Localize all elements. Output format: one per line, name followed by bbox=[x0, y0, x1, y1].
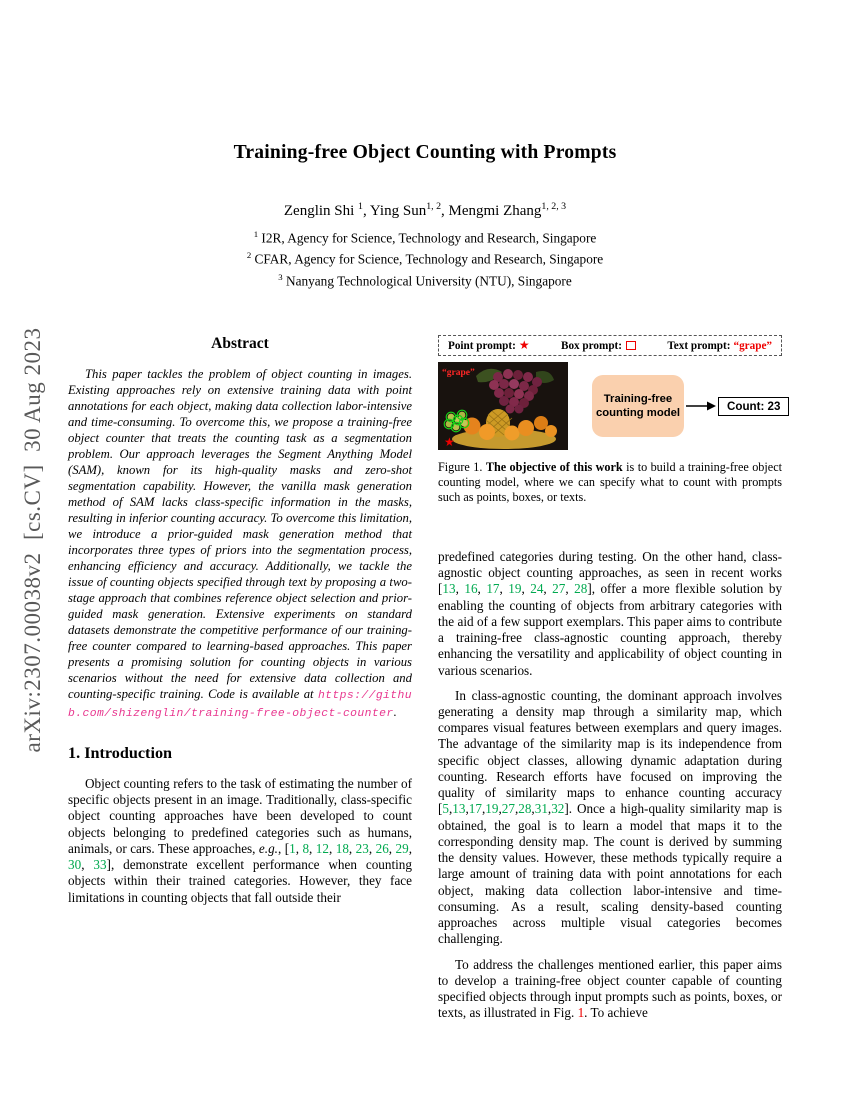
citation-link[interactable]: 31 bbox=[534, 801, 548, 817]
arxiv-watermark: arXiv:2307.00038v2 [cs.CV] 30 Aug 2023 bbox=[20, 327, 45, 753]
text-prompt-label: Text prompt: bbox=[667, 339, 731, 352]
box-prompt bbox=[561, 340, 636, 352]
point-prompt-marker-icon: ★ bbox=[444, 435, 455, 450]
citation-link[interactable]: 17 bbox=[468, 801, 482, 817]
figure-1 bbox=[438, 335, 782, 505]
box-prompt-box-icon bbox=[626, 341, 636, 350]
body-paragraph-3: To address the challenges mentioned earlier, this paper aims to develop a training-free object counter capable of counting specified objects through input prompts such as points, boxes, or texts, as illustrated in Fig. 1. To achieve bbox=[438, 956, 782, 1021]
right-column bbox=[438, 335, 782, 1030]
citation-link[interactable]: 1 bbox=[289, 840, 296, 856]
intro-paragraph-1: Object counting refers to the task of estimating the number of specific objects present in an image. Traditionally, class-specific object counting approaches have been developed to count objects belonging to predefined categories such as humans, animals, or cars. These approaches, e.g., [1, 8, 12, 18, 23, 26, 29, 30, 33], demonstrate excellent performance when counting objects within their trained categories. However, they face limitations in counting objects that fall outside their bbox=[68, 775, 413, 905]
figure-prompt-bar bbox=[438, 335, 782, 356]
affiliation-line-3: $^3$ Nanyang Technological University (NTU), Singapore bbox=[278, 271, 572, 289]
citation-link[interactable]: 8 bbox=[302, 840, 310, 856]
point-prompt-star-icon: ★ bbox=[518, 338, 530, 353]
point-prompt bbox=[448, 338, 530, 353]
code-link[interactable]: https://github.com/shizenglin/training-free-object-counter bbox=[68, 690, 412, 720]
model-box-line-2: counting model bbox=[595, 407, 681, 420]
citation-link[interactable]: 13 bbox=[452, 801, 466, 817]
citation-link[interactable]: 32 bbox=[551, 801, 565, 817]
model-box-line-1: Training-free bbox=[603, 392, 673, 405]
citation-link[interactable]: 23 bbox=[355, 840, 369, 856]
citation-link[interactable]: 28 bbox=[574, 581, 588, 597]
citation-link[interactable]: 12 bbox=[315, 840, 329, 856]
text-prompt bbox=[667, 340, 772, 352]
abstract-heading: Abstract bbox=[211, 335, 269, 353]
body-paragraph-2: In class-agnostic counting, the dominant approach involves generating a density map through a similarity map, which compares visual features between exemplars and query images. The advantage of the similarity map is its independence from specific object classes, allowing dynamic adaptation during counting. Research efforts have focused on improving the quality of similarity maps to enhance counting accuracy [5,13,17,19,27,28,31,32]. Once a high-quality similarity map is obtained, the goal is to learn a model that maps it to the corresponding density map. The count is derived by summing the density values. However, these methods typically require a large amount of training data with point annotations for each object, making data collection labor-intensive and time-consuming. As a result, scaling density-based counting approaches across multiple visual categories becomes challenging. bbox=[438, 687, 782, 947]
citation-link[interactable]: 27 bbox=[552, 581, 566, 597]
citation-link[interactable]: 16 bbox=[464, 581, 478, 597]
left-column bbox=[68, 335, 412, 1030]
affiliations bbox=[0, 229, 850, 289]
figure-ref-link[interactable]: 1 bbox=[577, 1005, 585, 1021]
body-paragraph-1: predefined categories during testing. On the other hand, class-agnostic object counting approaches, as seen in recent works [13, 16, 17, 19, 24, 27, 28], offer a more flexible solution by enabling the counting of objects from arbitrary categories with the aid of a few support exemplars. This paper aims to contribute a training-free class-agnostic counting approach, thereby enhancing the versatility and applicability of object counting in various scenarios. bbox=[438, 548, 783, 678]
figure-diagram bbox=[438, 362, 782, 450]
citation-link[interactable]: 24 bbox=[530, 581, 544, 597]
counting-model-box bbox=[592, 375, 684, 437]
authors-line: Zenglin Shi $^1$, Ying Sun$^{1, 2}$, Mengmi Zhang$^{1, 2, 3}$ bbox=[283, 201, 567, 219]
paper-header bbox=[0, 0, 850, 289]
citation-link[interactable]: 29 bbox=[395, 840, 409, 856]
text-prompt-value: “grape” bbox=[733, 339, 772, 352]
citation-link[interactable]: 28 bbox=[518, 801, 532, 817]
box-prompt-label: Box prompt: bbox=[560, 339, 623, 352]
citation-link[interactable]: 33 bbox=[93, 857, 107, 873]
citation-link[interactable]: 13 bbox=[442, 581, 456, 597]
paper-title: Training-free Object Counting with Prompts bbox=[233, 142, 617, 163]
citation-link[interactable]: 18 bbox=[335, 840, 349, 856]
figure-caption: Figure 1. The objective of this work is to build a training-free object counting model, where we can specify what to count with prompts such as points, boxes, or texts. bbox=[438, 460, 782, 505]
citation-link[interactable]: 19 bbox=[508, 581, 522, 597]
affiliation-line-2: $^2$ CFAR, Agency for Science, Technology and Research, Singapore bbox=[246, 250, 604, 267]
image-text-prompt-overlay: “grape” bbox=[442, 368, 475, 379]
affiliation-line-1: $^1$ I2R, Agency for Science, Technology and Research, Singapore bbox=[253, 229, 597, 246]
citation-link[interactable]: 17 bbox=[486, 581, 500, 597]
arrow-right-icon bbox=[686, 400, 716, 412]
abstract-body: This paper tackles the problem of object counting in images. Existing approaches rely on extensive training data with point annotations for each object, making data collection labor-intensive and time-consuming. To overcome this, we propose a training-free object counter that treats the counting task as a segmentation problem. Our approach leverages the Segment Anything Model (SAM), known for its high-quality masks and zero-shot segmentation capability. However, the vanilla mask generation method of SAM lacks class-specific information in the masks, resulting in inferior counting accuracy. To overcome this limitation, we introduce a prior-guided mask generation method that incorporates three types of priors into the segmentation process, enhancing efficiency and accuracy. Additionally, we tackle the issue of counting objects specified through text by proposing a two-stage approach that combines reference object selection and prior-guided mask generation. Extensive experiments on standard datasets demonstrate the competitive performance of our training-free counter compared to learning-based approaches. This paper presents a promising solution for counting objects in various scenarios without the need for extensive data collection and counting-specific training. Code is available at https://github.com/shizenglin/training-free-object-counter. bbox=[68, 367, 412, 720]
citation-link[interactable]: 26 bbox=[375, 840, 389, 856]
citation-link[interactable]: 27 bbox=[501, 801, 515, 817]
point-prompt-label: Point prompt: bbox=[448, 340, 516, 353]
citation-link[interactable]: 19 bbox=[485, 801, 499, 817]
section-heading-introduction: 1. Introduction bbox=[68, 743, 173, 762]
figure-photo bbox=[438, 362, 568, 450]
citation-link[interactable]: 5 bbox=[442, 801, 449, 817]
two-column-body bbox=[0, 335, 850, 1030]
citation-link[interactable]: 30 bbox=[68, 857, 82, 873]
count-output-box: Count: 23 bbox=[718, 397, 789, 416]
